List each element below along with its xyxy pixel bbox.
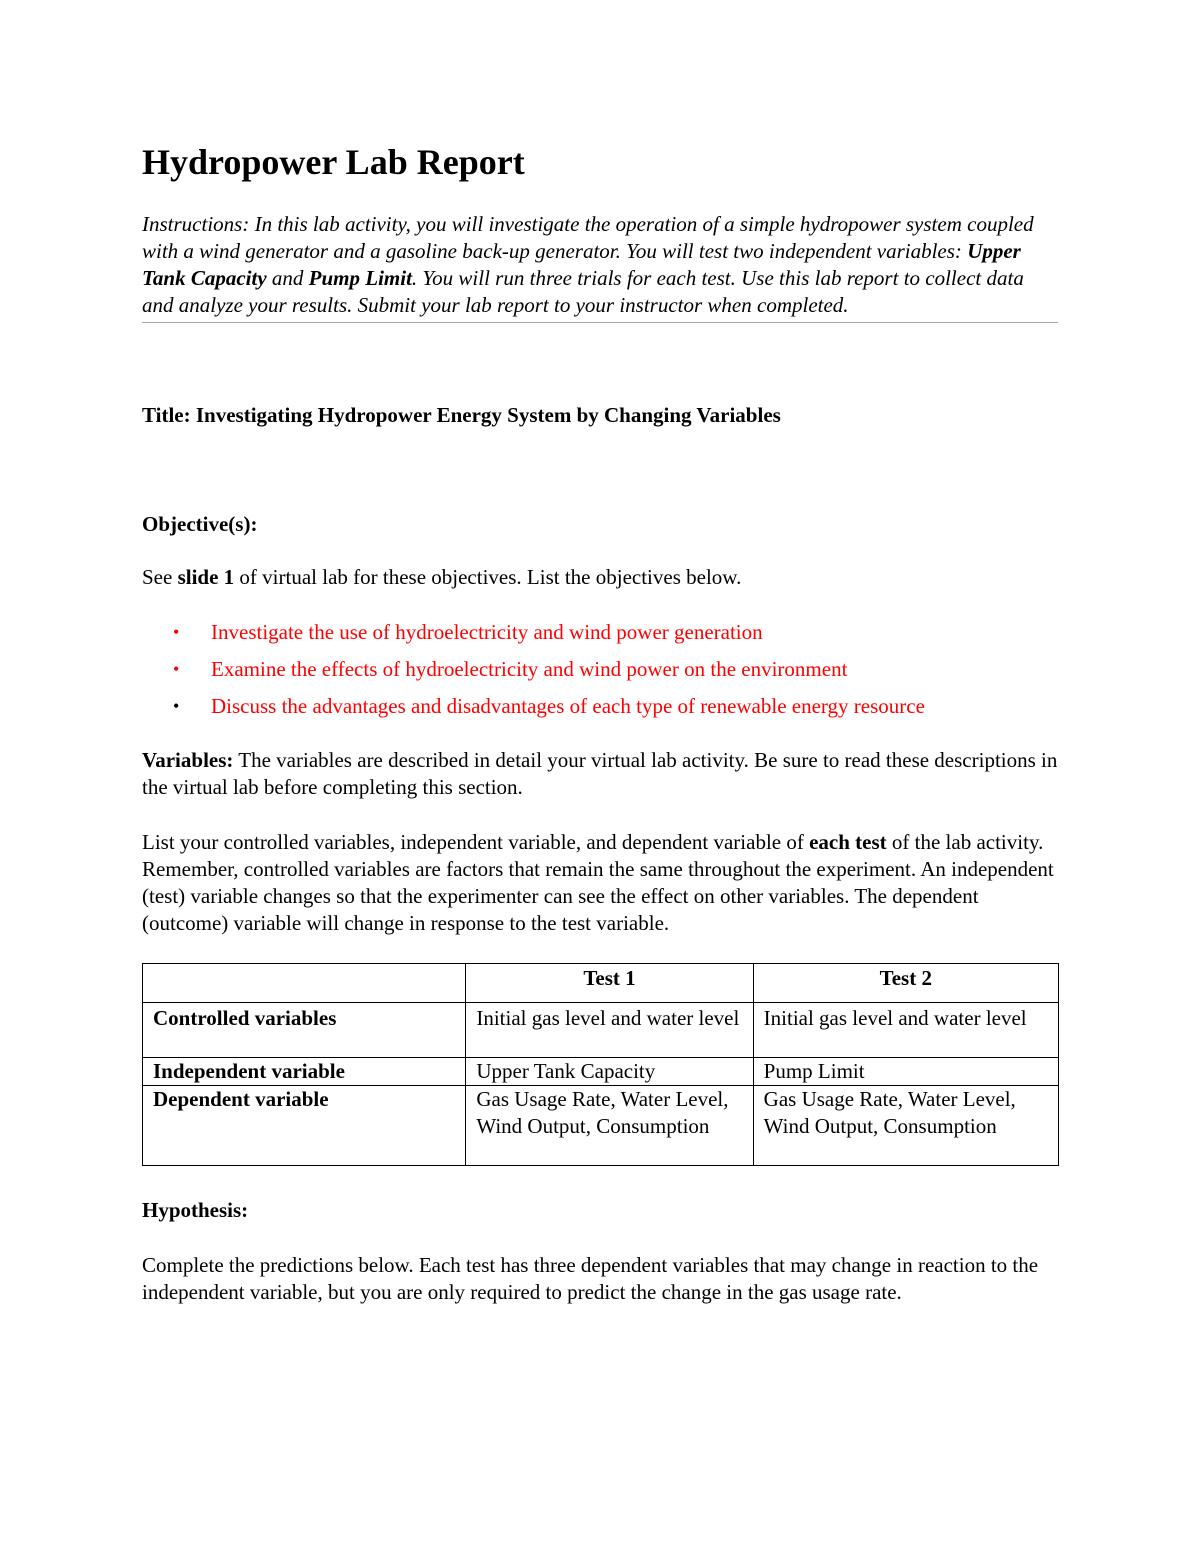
hypothesis-heading: Hypothesis: bbox=[142, 1198, 249, 1222]
instructions-text-2: . You will run three trials for each test. Use this lab report to collect data and analyze your results. Submit your lab report to your instructor when completed. bbox=[142, 266, 1024, 317]
objective-item bbox=[142, 656, 925, 693]
instructions-var-upper-tank: Upper Tank Capacity bbox=[142, 239, 1021, 290]
table-header-empty bbox=[143, 964, 466, 1003]
bullet-icon: • bbox=[173, 659, 180, 679]
table-cell-test-1: Gas Usage Rate, Water Level, Wind Output, Consumption bbox=[466, 1086, 753, 1166]
bullet-icon: • bbox=[173, 696, 180, 716]
table-row bbox=[143, 1058, 1059, 1086]
objective-item bbox=[142, 619, 925, 656]
document-title: Hydropower Lab Report bbox=[142, 142, 525, 182]
variables-list-prefix: List your controlled variables, independent variable, and dependent variable of bbox=[142, 830, 810, 854]
table-cell-test-2: Initial gas level and water level bbox=[753, 1003, 1058, 1058]
instructions-var-pump-limit: Pump Limit bbox=[308, 266, 412, 290]
variables-table bbox=[142, 963, 1059, 1166]
instructions-and: and bbox=[266, 266, 309, 290]
table-cell-test-2: Gas Usage Rate, Water Level, Wind Output, Consumption bbox=[753, 1086, 1058, 1166]
table-row-label: Controlled variables bbox=[143, 1003, 466, 1058]
table-row-label: Dependent variable bbox=[143, 1086, 466, 1166]
variables-paragraph bbox=[142, 747, 1058, 801]
variables-heading: Variables: bbox=[142, 748, 234, 772]
table-header-row bbox=[143, 964, 1059, 1003]
objectives-intro bbox=[142, 564, 1058, 591]
table-cell-test-1: Upper Tank Capacity bbox=[466, 1058, 753, 1086]
objectives-intro-prefix: See bbox=[142, 565, 178, 589]
objective-text: Investigate the use of hydroelectricity and wind power generation bbox=[211, 620, 763, 644]
table-header-test-1: Test 1 bbox=[466, 964, 753, 1003]
instructions-paragraph bbox=[142, 211, 1058, 323]
variables-list-bold: each test bbox=[809, 830, 887, 854]
table-header-test-2: Test 2 bbox=[753, 964, 1058, 1003]
table-row bbox=[143, 1086, 1059, 1166]
objectives-heading: Objective(s): bbox=[142, 512, 258, 536]
table-row-label: Independent variable bbox=[143, 1058, 466, 1086]
objectives-intro-suffix: of virtual lab for these objectives. List the objectives below. bbox=[234, 565, 742, 589]
variables-list-suffix: of the lab activity. Remember, controlled variables are factors that remain the same throughout the experiment. An independent (test) variable changes so that the experimenter can see the effect on other variables. The dependent (outcome) variable will change in response to the test variable. bbox=[142, 830, 1054, 935]
variables-list-paragraph bbox=[142, 829, 1058, 937]
objectives-intro-slide: slide 1 bbox=[177, 565, 235, 589]
bullet-icon: • bbox=[173, 622, 180, 642]
variables-intro: The variables are described in detail your virtual lab activity. Be sure to read these descriptions in the virtual lab before completing this section. bbox=[142, 748, 1058, 799]
report-title: Title: Investigating Hydropower Energy System by Changing Variables bbox=[142, 403, 781, 427]
objective-text: Examine the effects of hydroelectricity and wind power on the environment bbox=[211, 657, 848, 681]
table-cell-test-2: Pump Limit bbox=[753, 1058, 1058, 1086]
table-row bbox=[143, 1003, 1059, 1058]
hypothesis-text: Complete the predictions below. Each test has three dependent variables that may change in reaction to the independent variable, but you are only required to predict the change in the gas usage rate. bbox=[142, 1253, 1039, 1304]
objectives-list bbox=[142, 619, 925, 730]
table-cell-test-1: Initial gas level and water level bbox=[466, 1003, 753, 1058]
instructions-text-1: Instructions: In this lab activity, you will investigate the operation of a simple hydropower system coupled with a wind generator and a gasoline back-up generator. You will test two independent variables: bbox=[142, 212, 1034, 263]
objective-item bbox=[142, 693, 925, 730]
objective-text: Discuss the advantages and disadvantages of each type of renewable energy resource bbox=[211, 694, 925, 718]
